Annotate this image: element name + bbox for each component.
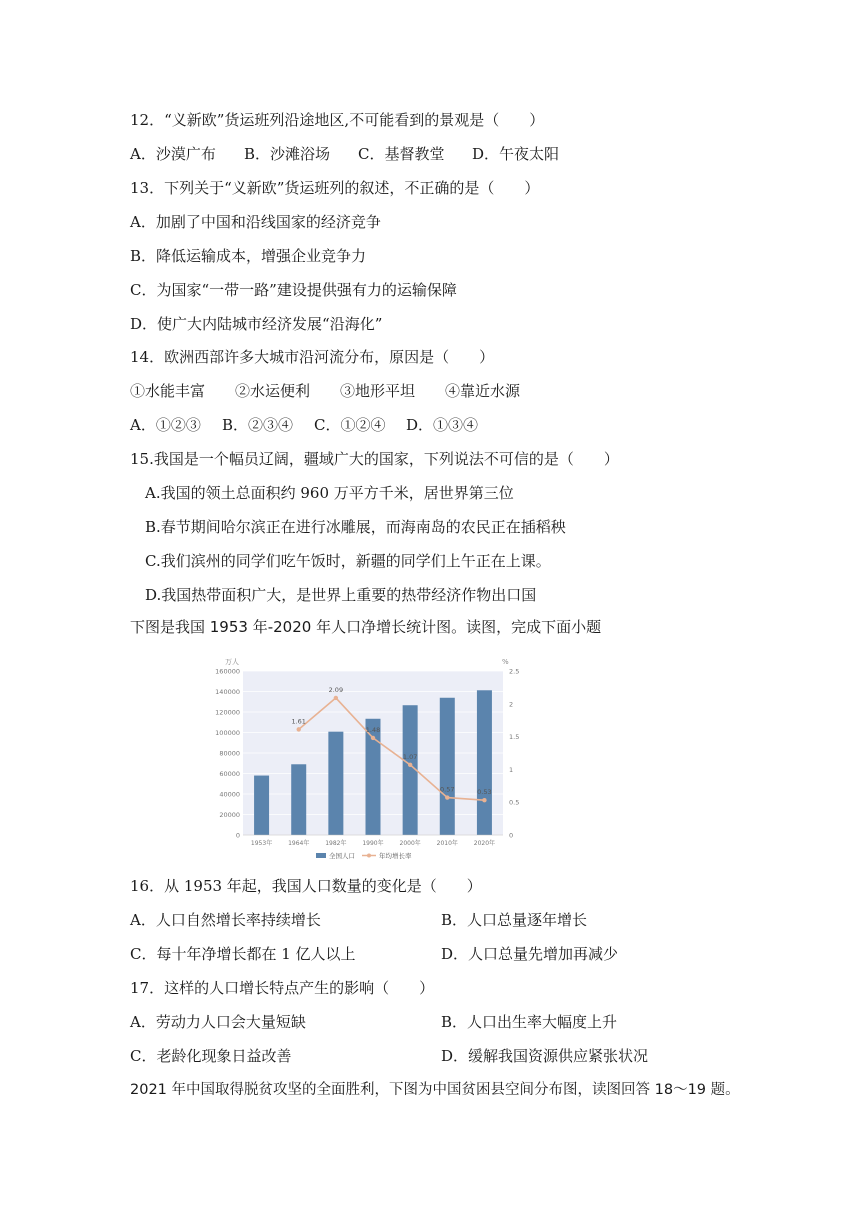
y-tick-label: 60000 bbox=[219, 770, 240, 778]
q14-options bbox=[130, 415, 478, 435]
q17-option-d: D．缓解我国资源供应紧张状况 bbox=[441, 1047, 649, 1065]
y-tick-label: 20000 bbox=[219, 811, 240, 819]
q12-option-b: B．沙滩浴场 bbox=[244, 145, 331, 163]
y2-tick-label: 2 bbox=[509, 700, 514, 709]
line-point bbox=[445, 795, 449, 799]
q17-stem: 17．这样的人口增长特点产生的影响（ ） bbox=[130, 979, 435, 997]
bar bbox=[291, 764, 306, 835]
q12-option-d: D．午夜太阳 bbox=[472, 145, 560, 163]
q13-stem: 13．下列关于“义新欧”货运班列的叙述，不正确的是（ ） bbox=[130, 179, 540, 197]
bar bbox=[477, 690, 492, 835]
q13-option-b: B．降低运输成本，增强企业竞争力 bbox=[130, 247, 367, 265]
legend bbox=[316, 851, 412, 860]
y2-axis-unit: % bbox=[502, 658, 509, 666]
q12-option-a: A．沙漠广布 bbox=[130, 145, 216, 163]
point-label: 2.09 bbox=[328, 685, 344, 694]
y2-tick-label: 1 bbox=[509, 765, 514, 774]
bar bbox=[254, 776, 269, 835]
bar bbox=[328, 732, 343, 835]
q14-option-c: C．①②④ bbox=[314, 416, 386, 434]
point-label: 0.53 bbox=[477, 788, 492, 797]
x-tick-label: 1964年 bbox=[288, 840, 310, 847]
q15-stem: 15.我国是一个幅员辽阔，疆域广大的国家，下列说法不可信的是（ ） bbox=[130, 450, 619, 468]
point-label: 1.07 bbox=[402, 752, 418, 761]
x-tick-label: 1982年 bbox=[325, 840, 347, 847]
q13-option-c: C．为国家“一带一路”建设提供强有力的运输保障 bbox=[130, 281, 457, 299]
y-tick-label: 160000 bbox=[215, 667, 240, 676]
point-label: 1.61 bbox=[291, 717, 306, 726]
line-point bbox=[297, 727, 301, 731]
x-tick-label: 2000年 bbox=[399, 840, 421, 847]
q15-option-d: D.我国热带面积广大，是世界上重要的热带经济作物出口国 bbox=[145, 586, 537, 604]
q16-stem: 16．从 1953 年起，我国人口数量的变化是（ ） bbox=[130, 877, 482, 895]
q14-option-d: D．①③④ bbox=[406, 416, 479, 434]
q14-items: ①水能丰富 ②水运便利 ③地形平坦 ④靠近水源 bbox=[130, 382, 521, 400]
chart-intro: 下图是我国 1953 年-2020 年人口净增长统计图。读图，完成下面小题 bbox=[130, 618, 602, 636]
line-point bbox=[408, 763, 412, 767]
q14-option-b: B．②③④ bbox=[222, 416, 294, 434]
point-label: 0.57 bbox=[440, 785, 455, 794]
line-point bbox=[482, 798, 486, 802]
q12-stem: 12．“义新欧”货运班列沿途地区,不可能看到的景观是（ ） bbox=[130, 111, 545, 129]
q15-option-b: B.春节期间哈尔滨正在进行冰雕展，而海南岛的农民正在插稻秧 bbox=[145, 518, 566, 536]
y-tick-label: 120000 bbox=[215, 708, 240, 717]
q13-option-d: D．使广大内陆城市经济发展“沿海化” bbox=[130, 315, 383, 333]
y2-tick-label: 2.5 bbox=[509, 667, 520, 676]
x-tick-label: 1953年 bbox=[250, 840, 273, 847]
line-point bbox=[334, 696, 338, 700]
y-tick-label: 40000 bbox=[219, 790, 240, 799]
q15-option-a: A.我国的领土总面积约 960 万平方千米，居世界第三位 bbox=[145, 484, 514, 502]
q17-option-b: B．人口出生率大幅度上升 bbox=[441, 1013, 618, 1031]
q16-option-b: B．人口总量逐年增长 bbox=[441, 911, 588, 929]
x-tick-label: 2020年 bbox=[473, 840, 496, 847]
q16-option-c: C．每十年净增长都在 1 亿人以上 bbox=[130, 945, 356, 963]
y-tick-label: 0 bbox=[235, 831, 240, 840]
legend-bar-label: 全国人口 bbox=[329, 852, 355, 860]
q12-options bbox=[130, 144, 559, 164]
x-tick-label: 2010年 bbox=[436, 840, 458, 847]
y-axis-unit: 万人 bbox=[225, 658, 239, 666]
q16-option-a: A．人口自然增长率持续增长 bbox=[130, 911, 321, 929]
y-tick-label: 100000 bbox=[215, 729, 240, 737]
q15-option-c: C.我们滨州的同学们吃午饭时，新疆的同学们上午正在上课。 bbox=[145, 552, 551, 570]
y-tick-label: 80000 bbox=[219, 749, 240, 758]
q13-option-a: A．加剧了中国和沿线国家的经济竞争 bbox=[130, 213, 381, 231]
y-tick-label: 140000 bbox=[215, 688, 240, 696]
q14-option-a: A．①②③ bbox=[130, 416, 201, 434]
y2-tick-label: 1.5 bbox=[509, 733, 520, 742]
bar bbox=[440, 698, 455, 835]
population-chart bbox=[205, 652, 525, 866]
legend-bar-swatch bbox=[316, 853, 326, 858]
q12-option-c: C．基督教堂 bbox=[358, 145, 445, 163]
line-point bbox=[371, 736, 375, 740]
q17-option-c: C．老龄化现象日益改善 bbox=[130, 1047, 292, 1065]
legend-line-marker bbox=[367, 854, 371, 858]
y2-tick-label: 0.5 bbox=[509, 798, 520, 807]
x-tick-label: 1990年 bbox=[362, 840, 384, 847]
q14-stem: 14．欧洲西部许多大城市沿河流分布，原因是（ ） bbox=[130, 348, 495, 366]
y2-tick-label: 0 bbox=[509, 831, 514, 840]
point-label: 1.48 bbox=[365, 725, 381, 734]
q17-option-a: A．劳动力人口会大量短缺 bbox=[130, 1013, 306, 1031]
map-intro: 2021 年中国取得脱贫攻坚的全面胜利，下图为中国贫困县空间分布图，读图回答 18～19 题。 bbox=[130, 1082, 740, 1098]
legend-line-label: 年均增长率 bbox=[379, 852, 412, 860]
q16-option-d: D．人口总量先增加再减少 bbox=[441, 945, 619, 963]
